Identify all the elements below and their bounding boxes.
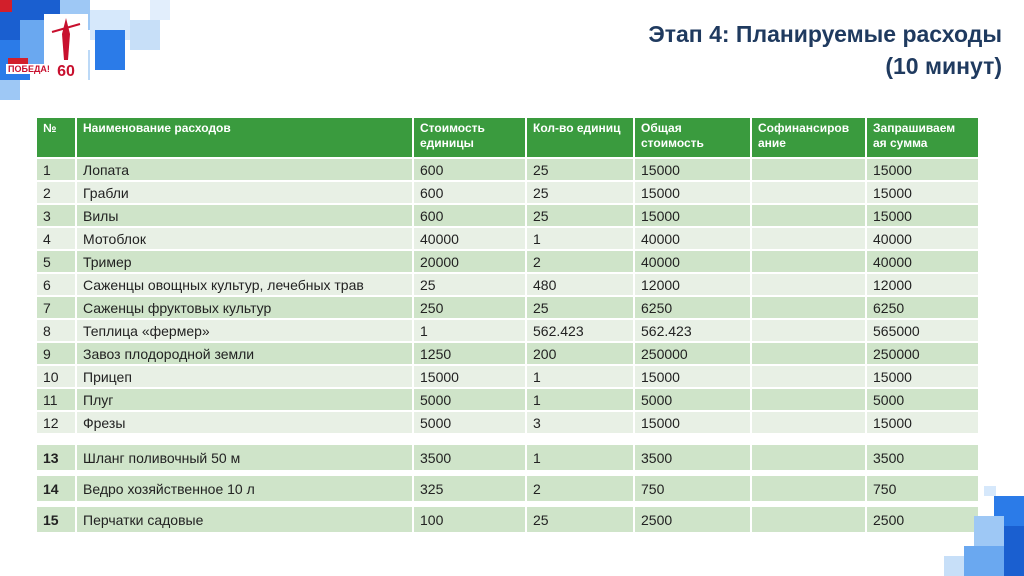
- cell-requested-sum: 15000: [866, 411, 979, 434]
- table-row: [36, 365, 979, 388]
- cell-quantity: 562.423: [526, 319, 634, 342]
- cell-requested-sum: 3500: [866, 444, 979, 471]
- additional-expenses-table: [35, 443, 980, 534]
- cell-name: Лопата: [76, 158, 413, 181]
- cell-unit-cost: 325: [413, 475, 526, 502]
- cell-total-cost: 2500: [634, 506, 751, 533]
- cell-quantity: 1: [526, 444, 634, 471]
- cell-number: 5: [36, 250, 76, 273]
- table-row: [36, 296, 979, 319]
- cell-cofinancing: [751, 342, 866, 365]
- cell-total-cost: 250000: [634, 342, 751, 365]
- cell-quantity: 1: [526, 227, 634, 250]
- cell-quantity: 2: [526, 250, 634, 273]
- cell-number: 1: [36, 158, 76, 181]
- cell-number: 2: [36, 181, 76, 204]
- cell-cofinancing: [751, 411, 866, 434]
- table-row: [36, 475, 979, 502]
- cell-total-cost: 5000: [634, 388, 751, 411]
- cell-quantity: 25: [526, 296, 634, 319]
- cell-requested-sum: 250000: [866, 342, 979, 365]
- cell-unit-cost: 20000: [413, 250, 526, 273]
- cell-cofinancing: [751, 296, 866, 319]
- cell-quantity: 1: [526, 365, 634, 388]
- cell-quantity: 25: [526, 506, 634, 533]
- cell-unit-cost: 1: [413, 319, 526, 342]
- cell-name: Фрезы: [76, 411, 413, 434]
- cell-name: Прицеп: [76, 365, 413, 388]
- expenses-table: [35, 116, 980, 435]
- cell-quantity: 25: [526, 181, 634, 204]
- cell-quantity: 2: [526, 475, 634, 502]
- expenses-table-container: [35, 116, 978, 534]
- table-row: [36, 227, 979, 250]
- page-title: [648, 18, 1002, 82]
- header-cofinancing: Софинансиров ание: [751, 117, 866, 158]
- cell-total-cost: 15000: [634, 158, 751, 181]
- cell-unit-cost: 25: [413, 273, 526, 296]
- cell-name: Грабли: [76, 181, 413, 204]
- cell-cofinancing: [751, 365, 866, 388]
- cell-cofinancing: [751, 319, 866, 342]
- cell-number: 14: [36, 475, 76, 502]
- cell-unit-cost: 600: [413, 158, 526, 181]
- cell-requested-sum: 5000: [866, 388, 979, 411]
- cell-requested-sum: 6250: [866, 296, 979, 319]
- cell-unit-cost: 250: [413, 296, 526, 319]
- cell-number: 4: [36, 227, 76, 250]
- cell-name: Вилы: [76, 204, 413, 227]
- cell-cofinancing: [751, 158, 866, 181]
- corner-decoration-top-left: [0, 0, 240, 110]
- cell-total-cost: 15000: [634, 181, 751, 204]
- cell-total-cost: 15000: [634, 411, 751, 434]
- cell-cofinancing: [751, 444, 866, 471]
- header-quantity: Кол-во единиц: [526, 117, 634, 158]
- cell-unit-cost: 1250: [413, 342, 526, 365]
- cell-cofinancing: [751, 273, 866, 296]
- cell-name: Мотоблок: [76, 227, 413, 250]
- cell-requested-sum: 40000: [866, 227, 979, 250]
- cell-unit-cost: 15000: [413, 365, 526, 388]
- cell-cofinancing: [751, 181, 866, 204]
- additional-table-body: [36, 444, 979, 533]
- cell-number: 11: [36, 388, 76, 411]
- cell-quantity: 3: [526, 411, 634, 434]
- title-line-1: Этап 4: Планируемые расходы: [648, 21, 1002, 47]
- svg-text:60: 60: [57, 63, 75, 80]
- cell-number: 12: [36, 411, 76, 434]
- cell-requested-sum: 15000: [866, 204, 979, 227]
- table-row: [36, 250, 979, 273]
- cell-number: 9: [36, 342, 76, 365]
- cell-number: 3: [36, 204, 76, 227]
- cell-name: Теплица «фермер»: [76, 319, 413, 342]
- cell-requested-sum: 12000: [866, 273, 979, 296]
- cell-quantity: 1: [526, 388, 634, 411]
- table-row: [36, 411, 979, 434]
- cell-total-cost: 12000: [634, 273, 751, 296]
- corner-decoration-bottom-right: [904, 486, 1024, 576]
- cell-total-cost: 40000: [634, 250, 751, 273]
- cell-requested-sum: 2500: [866, 506, 979, 533]
- cell-unit-cost: 100: [413, 506, 526, 533]
- table-row: [36, 342, 979, 365]
- table-row: [36, 444, 979, 471]
- cell-number: 6: [36, 273, 76, 296]
- cell-cofinancing: [751, 250, 866, 273]
- cell-quantity: 200: [526, 342, 634, 365]
- header-number: №: [36, 117, 76, 158]
- table-header-row: [36, 117, 979, 158]
- cell-requested-sum: 15000: [866, 365, 979, 388]
- title-line-2: (10 минут): [885, 53, 1002, 79]
- cell-cofinancing: [751, 475, 866, 502]
- cell-total-cost: 40000: [634, 227, 751, 250]
- cell-name: Плуг: [76, 388, 413, 411]
- logo-caption: ПОБЕДА!: [8, 64, 50, 74]
- cell-quantity: 25: [526, 204, 634, 227]
- cell-number: 13: [36, 444, 76, 471]
- cell-unit-cost: 600: [413, 181, 526, 204]
- table-row: [36, 204, 979, 227]
- cell-total-cost: 562.423: [634, 319, 751, 342]
- cell-name: Завоз плодородной земли: [76, 342, 413, 365]
- cell-unit-cost: 600: [413, 204, 526, 227]
- cell-number: 10: [36, 365, 76, 388]
- cell-requested-sum: 15000: [866, 181, 979, 204]
- table-row: [36, 273, 979, 296]
- cell-requested-sum: 565000: [866, 319, 979, 342]
- cell-requested-sum: 40000: [866, 250, 979, 273]
- cell-name: Саженцы овощных культур, лечебных трав: [76, 273, 413, 296]
- header-unit-cost: Стоимость единицы: [413, 117, 526, 158]
- cell-requested-sum: 750: [866, 475, 979, 502]
- cell-name: Тример: [76, 250, 413, 273]
- cell-cofinancing: [751, 227, 866, 250]
- cell-quantity: 25: [526, 158, 634, 181]
- cell-total-cost: 6250: [634, 296, 751, 319]
- header-name: Наименование расходов: [76, 117, 413, 158]
- cell-total-cost: 3500: [634, 444, 751, 471]
- cell-number: 15: [36, 506, 76, 533]
- cell-total-cost: 15000: [634, 365, 751, 388]
- cell-name: Шланг поливочный 50 м: [76, 444, 413, 471]
- cell-number: 8: [36, 319, 76, 342]
- cell-cofinancing: [751, 388, 866, 411]
- cell-name: Ведро хозяйственное 10 л: [76, 475, 413, 502]
- cell-unit-cost: 5000: [413, 388, 526, 411]
- cell-quantity: 480: [526, 273, 634, 296]
- cell-name: Саженцы фруктовых культур: [76, 296, 413, 319]
- cell-requested-sum: 15000: [866, 158, 979, 181]
- cell-unit-cost: 40000: [413, 227, 526, 250]
- table-body: [36, 158, 979, 434]
- cell-name: Перчатки садовые: [76, 506, 413, 533]
- cell-cofinancing: [751, 506, 866, 533]
- table-row: [36, 506, 979, 533]
- victory-logo-icon: [44, 14, 88, 88]
- table-row: [36, 158, 979, 181]
- cell-number: 7: [36, 296, 76, 319]
- table-row: [36, 319, 979, 342]
- cell-cofinancing: [751, 204, 866, 227]
- header-requested-sum: Запрашиваем ая сумма: [866, 117, 979, 158]
- cell-total-cost: 15000: [634, 204, 751, 227]
- cell-unit-cost: 5000: [413, 411, 526, 434]
- header-total-cost: Общая стоимость: [634, 117, 751, 158]
- cell-unit-cost: 3500: [413, 444, 526, 471]
- cell-total-cost: 750: [634, 475, 751, 502]
- table-row: [36, 181, 979, 204]
- table-row: [36, 388, 979, 411]
